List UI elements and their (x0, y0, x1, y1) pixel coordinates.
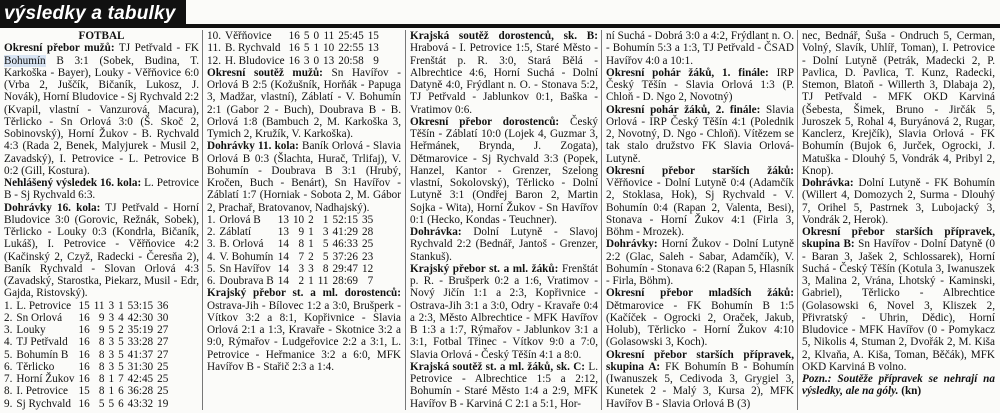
team-cell: Věřňovice (224, 30, 272, 42)
stat-cell: 16 (78, 373, 90, 385)
result-paragraph (410, 30, 598, 116)
stat-cell: 27 (157, 324, 169, 336)
competition-name: Okresní přebor starších přípravek, skupina B: (802, 226, 995, 251)
column-divider (202, 30, 203, 410)
stat-cell: 3 (108, 336, 115, 349)
result-text: B 3:1 (Sobek, Budina, T. Karkoška - Bayer), Louky - Věřňovice 6:0 (Vrba 2, Juščík, Bičaník, Lukosz, J. Novák), Horní Bludovice - Sj Rychvald 2:2 (Kvapil, vlastní - Vanzurová, Macura), Těrlicko - Sn Orlová 3:0 (Š. Skoč 2, Sobinovský), Horní Žukov - B. Rychvald 4:3 (Rada 2, Benek, Malyjurek - Musil 2, Zavadský), I. Petrovice - L. Petrovice B 0:2 (Gill, Kostura). (4, 54, 199, 177)
competition-name: Nehlášený výsledek 16. kola: (4, 177, 142, 189)
stat-cell: 5 (322, 238, 329, 251)
stat-cell: 15 (78, 299, 90, 312)
stat-cell: 16 (78, 360, 90, 373)
stat-cell: 5 (108, 324, 115, 336)
stat-cell: 5 (322, 250, 329, 263)
team-cell: V. Bohumín (219, 250, 274, 263)
competition-name: Dohrávka: (410, 226, 462, 238)
stat-cell: 3 (108, 360, 115, 373)
rank-cell: 12. (207, 54, 221, 67)
column-divider (797, 30, 798, 410)
stat-cell: 53:15 (127, 299, 154, 312)
stat-cell: 2 (298, 275, 305, 287)
competition-name: Okresní přebor starších žáků: (606, 164, 794, 177)
footnote-text: Soutěže přípravek se nehrají na výsledky, ale na góly. (802, 373, 995, 398)
stat-cell: 16 (288, 42, 300, 55)
rank-cell: 8. (4, 385, 13, 398)
stat-cell: 27 (157, 348, 169, 361)
team-cell: H. Bludovice (224, 54, 285, 67)
stat-cell: 35:19 (127, 324, 154, 336)
stat-cell: 46:33 (332, 238, 358, 251)
table-row (207, 263, 373, 275)
table-row (207, 30, 379, 42)
result-text: L. Petrovice - Albrechtice 1:5 a 2:12, Bohumín - Staré Město 1:4 a 2:9, MFK Havířov B - Karviná C 2:1 a 5:1, Hor- (410, 360, 598, 410)
result-paragraph (802, 226, 995, 373)
result-paragraph (410, 263, 598, 361)
stat-cell: 9 (298, 226, 305, 238)
column-divider (601, 30, 602, 410)
standings-table (207, 214, 373, 288)
table-row (4, 385, 168, 397)
table-row (4, 312, 168, 324)
rank-cell: 2. (207, 226, 216, 238)
stat-cell: 0 (313, 54, 320, 67)
stat-cell: 0 (313, 30, 320, 42)
result-text: Frenštát p. R. - Brušperk 0:2 a 1:6, Vratimov - Nový Jičín 1:1 a 2:3, Kopřivnice - Ostrava-Jih 3:1 a 3:0, Odry - Kravaře 0:4 a 2:3, Město Albrechtice - MFK Havířov B 1:3 a 1:7, Rýmařov - Jablunkov 3:1 a 3:1, Fotbal Třinec - Vítkov 9:0 a 7:0, Slavia Orlová - Český Těšín 4:1 a 8:0. (410, 262, 598, 361)
stat-cell: 1 (313, 42, 320, 55)
stat-cell: 41:37 (127, 348, 154, 361)
team-cell: B. Rychvald (224, 42, 281, 55)
stat-cell: 14 (277, 250, 289, 263)
stat-cell: 1 (108, 373, 115, 385)
result-text: Dolní Lutyně - Slavoj Rychvald 2:2 (Bednář, Jantoš - Grenzer, Stankuš). (410, 226, 598, 263)
table-row (4, 398, 168, 410)
stat-cell: 35 (362, 213, 374, 226)
result-text: Věřňovice - Dolní Lutyně 0:4 (Adamčík 2, Stoklasa, Hok), Sj Rychvald - V. Bohumín 0:4 (Rapan 2, Valenta, Besi), Stonava - Horní Žukov 4:1 (Firla 3, Böhm - Mrozek). (606, 177, 794, 238)
stat-cell: 8 (98, 348, 105, 361)
stat-cell: 3 (108, 311, 115, 324)
stat-cell: 15 (367, 30, 379, 42)
result-paragraph (207, 67, 401, 141)
stat-cell: 13 (277, 213, 289, 226)
highlighted-term: Bohumín (4, 54, 46, 67)
stat-cell: 16 (78, 397, 90, 410)
stat-cell: 8 (98, 336, 105, 349)
stat-cell: 25 (157, 360, 169, 373)
result-text: Hrabová - I. Petrovice 1:5, Staré Město - Frenštát p. R. 3:0, Stará Bělá - Albrechtice 4:6, Horní Suchá - Dolní Datyně 4:0, Frýdlant n. O. - Stonava 5:2, TJ Petřvald - Jablunkov 0:1, Baška - Vratimov 0:6. (410, 42, 598, 116)
competition-name: Krajský přebor st. a ml. žáků: (410, 262, 559, 275)
competition-name: Dohrávka: (802, 177, 854, 189)
stat-cell: 19 (157, 397, 169, 410)
result-paragraph (606, 349, 794, 410)
table-row (207, 251, 373, 263)
table-row (207, 42, 379, 54)
result-paragraph (207, 287, 401, 373)
stat-cell: 11 (93, 299, 105, 312)
table-row (4, 373, 168, 385)
footnote (802, 373, 995, 398)
result-paragraph (606, 165, 794, 239)
stat-cell: 27 (157, 336, 169, 349)
stat-cell: 5 (118, 348, 124, 361)
stat-cell: 5 (118, 360, 124, 373)
stat-cell: 9 (98, 311, 105, 324)
competition-name: Okresní přebor starších přípravek, skupina A: (606, 348, 794, 373)
section-title: výsledky a tabulky (4, 3, 176, 24)
stat-cell: 13 (277, 226, 289, 238)
rank-cell: 3. (4, 324, 13, 336)
rank-cell: 3. (207, 238, 216, 251)
stat-cell: 14 (277, 238, 289, 251)
stat-cell: 36 (157, 299, 169, 312)
table-row (207, 275, 373, 287)
competition-name: Okresní přebor mužů: (4, 42, 115, 55)
competition-name: Dohrávky: (606, 238, 658, 251)
competition-name: Okresní pohár žáků, 2. finále: (606, 103, 761, 116)
rank-cell: 11. (207, 42, 221, 55)
stat-cell: 43:32 (127, 397, 154, 410)
team-cell: Sn Orlová (16, 311, 63, 324)
stat-cell: 3 (108, 348, 115, 361)
competition-name: Krajský přebor st. a ml. dorostenců: (207, 287, 401, 300)
rank-cell: 5. (4, 348, 13, 361)
stat-cell: 16 (78, 336, 90, 349)
stat-cell: 25:45 (338, 30, 364, 42)
stat-cell: 52:15 (332, 213, 358, 226)
standings-table (4, 300, 168, 410)
stat-cell: 20:58 (338, 54, 364, 67)
results-column-3 (410, 30, 598, 413)
result-paragraph (410, 226, 598, 263)
result-paragraph (410, 361, 598, 410)
competition-name: Okresní přebor dorostenců: (410, 115, 560, 128)
team-cell: Orlová B (219, 213, 261, 226)
result-text: Český Těšín - Záblatí 10:0 (Lojek 4, Guzmar 3, Heřmánek, Brynda, J. Zogata), Dětmarovice - Sj Rychvald 3:3 (Popek, Hanzel, Kantor - Grenzer, Szelong vlastní, Sokolovský), Těrlicko - Dolní Lutyně 3:1 (Ondřej Baron 2, Martin Sojka - Wita), Horní Žukov - Sn Havířov 0:1 (Hecko, Kondas - Teuchner). (410, 115, 598, 226)
result-paragraph (606, 287, 794, 348)
result-text: TJ Petřvald - Horní Bludovice 3:0 (Gorovic, Režnák, Sobek), Těrlicko - Louky 0:3 (Kondrla, Bičaník, Lukáš), I. Petrovice - Věřňovice 4:2 (Kačinský 2, Czyž, Radecki - Čeresňa 2), Baník Rychvald - Slovan Orlová 4:3 (Zavadský, Starostka, Piekarz, Musil - Edr, Gajda, Ristovský). (4, 201, 199, 300)
stat-cell: 16 (78, 348, 90, 361)
author-initials: (kn) (901, 385, 922, 398)
stat-cell: 25 (362, 238, 374, 251)
stat-cell: 2 (308, 213, 314, 226)
standings-table (207, 30, 379, 67)
result-paragraph (4, 202, 199, 300)
banner-rule (186, 24, 1000, 28)
stat-cell: 5 (118, 336, 124, 349)
stat-cell: 7 (298, 250, 305, 263)
stat-cell: 7 (367, 275, 374, 287)
result-paragraph (4, 42, 199, 177)
stat-cell: 5 (98, 397, 105, 410)
stat-cell: 1 (108, 385, 115, 398)
footnote-label: Pozn.: (802, 373, 832, 385)
result-text: FK Bohumín B - Bohumín (Iwanuszek 5, Cedivoda 3, Grygiel 3, Kunetek 2 - Malý 3, Kursa 2), MFK Havířov B - Slavia Orlová B (3) (606, 360, 794, 410)
rank-cell: 9. (4, 397, 13, 410)
competition-name: Okresní přebor mladších žáků: (606, 287, 794, 300)
stat-cell: 13 (367, 42, 379, 55)
result-text: Sn Havířov - Dolní Datyně (0 - Baran 3, Jašek 2, Schlossarek), Horní Suchá - Český Těšín (Kotula 3, Iwanuszek 3, Malina 2, Vrána, Lhotský - Kaminski, Gabriel), Těrlicko - Albrechtice (Golasowski 6, Novel 3, Kliszek 2, Přivratský - Uhrin, Dědic), Horní Bludovice - MFK Havířov (0 - Pomykacz 5, Nikolis 4, Stuman 2, Dvořák 2, M. Kiša 2, Klvaňa, A. Kiša, Toman, Běčák), MFK OKD Karviná B volno. (802, 238, 995, 373)
stat-cell: 3 (322, 226, 329, 238)
table-row (4, 336, 168, 348)
result-paragraph (802, 177, 995, 226)
stat-cell: 9 (98, 324, 105, 336)
stat-cell: 36:28 (127, 385, 154, 398)
stat-cell: 6 (118, 397, 124, 410)
table-row (4, 300, 168, 312)
stat-cell: 16 (288, 54, 300, 67)
team-cell: Sn Havířov (219, 262, 271, 275)
team-cell: Horní Žukov (16, 373, 75, 385)
stat-cell: 3 (108, 299, 115, 312)
rank-cell: 4. (4, 336, 13, 349)
table-row (207, 55, 379, 67)
stat-cell: 16 (288, 30, 300, 42)
stat-cell: 8 (322, 262, 329, 275)
stat-cell: 5 (303, 42, 310, 55)
stat-cell: 15 (78, 385, 90, 398)
stat-cell: 22:55 (338, 42, 364, 55)
stat-cell: 25 (157, 373, 169, 385)
table-row (4, 361, 168, 373)
rank-cell: 6. (207, 275, 216, 287)
sport-heading: FOTBAL (78, 30, 125, 42)
stat-cell: 42:45 (127, 373, 154, 385)
result-paragraph (410, 116, 598, 226)
table-row (207, 214, 373, 226)
result-paragraph: nec, Bednář, Šuša - Ondruch 5, Cerman, Volný, Slavík, Uhlíř, Toman), I. Petrovice - Dolní Lutyně (Petrák, Madecki 2, P. Pavlica, D. Pavlica, T. Kunz, Radecki, Stemon, Blatoň - Willerth 3, Dlabaja 2), TJ Petřvald - MFK OKD Karviná (Šebesta, Šimek, Bruno - Jirčák 5, Juroszek 5, Rohal 4, Buryánová 2, Rugar, Kanclerz, Krejčík), Slavia Orlová - FK Bohumín (Bujok 6, Jurček, Ogrocki, J. Matuška - Dlouhý 5, Vondrák 4, Pribyl 2, Knop). (802, 30, 995, 177)
stat-cell: 14 (277, 262, 289, 275)
result-paragraph (606, 104, 794, 165)
stat-cell: 41:29 (332, 226, 358, 238)
team-cell: Louky (16, 324, 46, 336)
stat-cell: 12 (362, 262, 374, 275)
stat-cell: 16 (78, 311, 90, 324)
stat-cell: 10 (292, 213, 305, 226)
result-paragraph (207, 140, 401, 214)
team-cell: Těrlicko (16, 360, 55, 373)
stat-cell: 11 (323, 30, 335, 42)
stat-cell: 9 (373, 54, 379, 67)
stat-cell: 8 (98, 373, 105, 385)
result-paragraph (4, 177, 199, 202)
rank-cell: 4. (207, 250, 216, 263)
stat-cell: 5 (303, 30, 310, 42)
team-cell: Bohumín B (16, 348, 69, 361)
section-banner (0, 0, 186, 28)
team-cell: Doubrava B (219, 275, 274, 287)
stat-cell: 7 (118, 373, 124, 385)
stat-cell: 6 (118, 385, 124, 398)
result-paragraph (606, 67, 794, 104)
result-text: Dětmarovice - FK Bohumín B 1:5 (Kačíček - Ogrocki 2, Oraček, Jakub, Holub), Těrlicko - Horní Žukov 4:10 (Golasowski 3, Koch). (606, 299, 794, 349)
stat-cell: 3 (308, 262, 314, 275)
competition-name: Krajská soutěž dorostenců, sk. B: (410, 30, 598, 42)
stat-cell: 28 (362, 226, 374, 238)
results-column-2 (207, 30, 401, 413)
results-column-1 (4, 30, 199, 413)
stat-cell: 1 (308, 226, 314, 238)
stat-cell: 23 (362, 250, 374, 263)
rank-cell: 1. (207, 213, 216, 226)
stat-cell: 31:30 (127, 360, 154, 373)
team-cell: L. Petrovice (16, 299, 72, 312)
results-column-5 (802, 30, 995, 413)
stat-cell: 1 (118, 299, 124, 312)
stat-cell: 37:26 (332, 250, 358, 263)
rank-cell: 5. (207, 262, 216, 275)
result-paragraph (606, 238, 794, 287)
team-cell: B. Orlová (219, 238, 264, 251)
result-text: Slavia Orlová - IRP Český Těšín 4:1 (Polednik 2, Novotný, D. Ngo - Chloň). Vítězem se tak stalo družstvo FK Slavia Orlová-Lutyně. (606, 103, 794, 165)
stat-cell: 2 (308, 250, 314, 263)
result-text: Sn Havířov - Orlová B 2:5 (Kožušník, Horňák - Papuga 3, Madžar, vlastní), Záblatí - V. Bohumín 2:1 (Gabor 2 - Buch), Doubrava B - B. Orlová 1:8 (Bambuch 2, M. Karkoška 3, Tymich 2, Kružík, V. Karkoška). (207, 66, 401, 140)
result-text: Dolní Lutyně - FK Bohumín (Willert 4, Domozych 2, Surma - Dlouhý 7, Orihel 5, Pastrnek 3, Lubojacký 3, Vondrák 2, Herok). (802, 177, 995, 226)
competition-name: Dohrávky 11. kola: (207, 140, 299, 153)
result-text: IRP Český Těšín - Slavia Orlová 1:3 (P. Chloň - D. Ngo 2, Novotný) (606, 66, 794, 104)
stat-cell: 1 (308, 275, 314, 287)
competition-name: Okresní pohár žáků, 1. finále: (606, 66, 769, 79)
stat-cell: 29:47 (332, 262, 358, 275)
stat-cell: 10 (323, 42, 335, 55)
result-text: Horní Žukov - Dolní Lutyně 2:2 (Glac, Saleh - Sabar, Adamčík), V. Bohumín - Stonava 6:2 (Rapan 5, Hlasník - Firla, Böhm). (606, 238, 794, 287)
table-row (207, 238, 373, 250)
stat-cell: 33:28 (127, 336, 154, 349)
stat-cell: 13 (323, 54, 335, 67)
competition-name: Okresní soutěž mužů: (207, 66, 323, 79)
column-divider (405, 30, 406, 410)
team-cell: Záblatí (219, 226, 252, 238)
competition-name: Dohrávky 16. kola: (4, 201, 101, 214)
stat-cell: 28:69 (332, 275, 358, 287)
table-row (207, 226, 373, 238)
team-cell: I. Petrovice (16, 385, 68, 398)
stat-cell: 1 (308, 238, 314, 251)
stat-cell: 1 (322, 213, 329, 226)
stat-cell: 3 (303, 54, 310, 67)
result-text: TJ Petřvald - FK (114, 42, 199, 55)
stat-cell: 42:30 (127, 311, 154, 324)
rank-cell: 10. (207, 30, 221, 42)
stat-cell: 25 (157, 385, 169, 398)
rank-cell: 7. (4, 373, 13, 385)
stat-cell: 8 (98, 360, 105, 373)
stat-cell: 11 (317, 275, 329, 287)
rank-cell: 6. (4, 360, 13, 373)
team-cell: TJ Petřvald (16, 336, 68, 349)
result-paragraph: ní Suchá - Dobrá 3:0 a 4:2, Frýdlant n. O. - Bohumín 5:3 a 1:3, TJ Petřvald - ČSAD Havířov 4:0 a 10:1. (606, 30, 794, 67)
stat-cell: 16 (78, 324, 90, 336)
stat-cell: 4 (118, 311, 124, 324)
results-column-4 (606, 30, 794, 413)
table-row (4, 349, 168, 361)
result-text: Baník Orlová - Slavia Orlová B 0:3 (Šlachta, Hurač, Trlifaj), V. Bohumín - Doubrava B 3:1 (Hrubý, Kročen, Buch - Benárt), Sn Havířov - Záblatí 1:7 (Horniak - Sobota 2, M. Gábor 2, Prachař, Bratovanov, Nadhajský). (207, 140, 401, 214)
stat-cell: 2 (118, 324, 124, 336)
stat-cell: 8 (298, 238, 305, 251)
stat-cell: 8 (98, 385, 105, 398)
result-text: Ostrava-Jih - Bílovec 1:2 a 3:0, Brušperk - Vítkov 3:2 a 8:1, Kopřivnice - Slavia Orlová 2:1 a 1:3, Kravaře - Skotnice 3:2 a 9:0, Rýmařov - Ludgeřovice 2:2 a 3:1, L. Petrovice - Heřmanice 3:2 a 6:0, MFK Havířov B - Stařič 2:3 a 1:4. (207, 299, 401, 373)
table-row (4, 324, 168, 336)
rank-cell: 1. (4, 299, 13, 312)
stat-cell: 3 (298, 262, 305, 275)
stat-cell: 5 (108, 397, 115, 410)
competition-name: Krajská soutěž st. a ml. žáků, sk. C: (410, 360, 586, 373)
stat-cell: 30 (157, 311, 169, 324)
team-cell: Sj Rychvald (16, 397, 71, 410)
stat-cell: 14 (277, 275, 289, 287)
rank-cell: 2. (4, 311, 13, 324)
result-text: L. Petrovice B - Sj Rychvald 6:3. (4, 177, 199, 202)
